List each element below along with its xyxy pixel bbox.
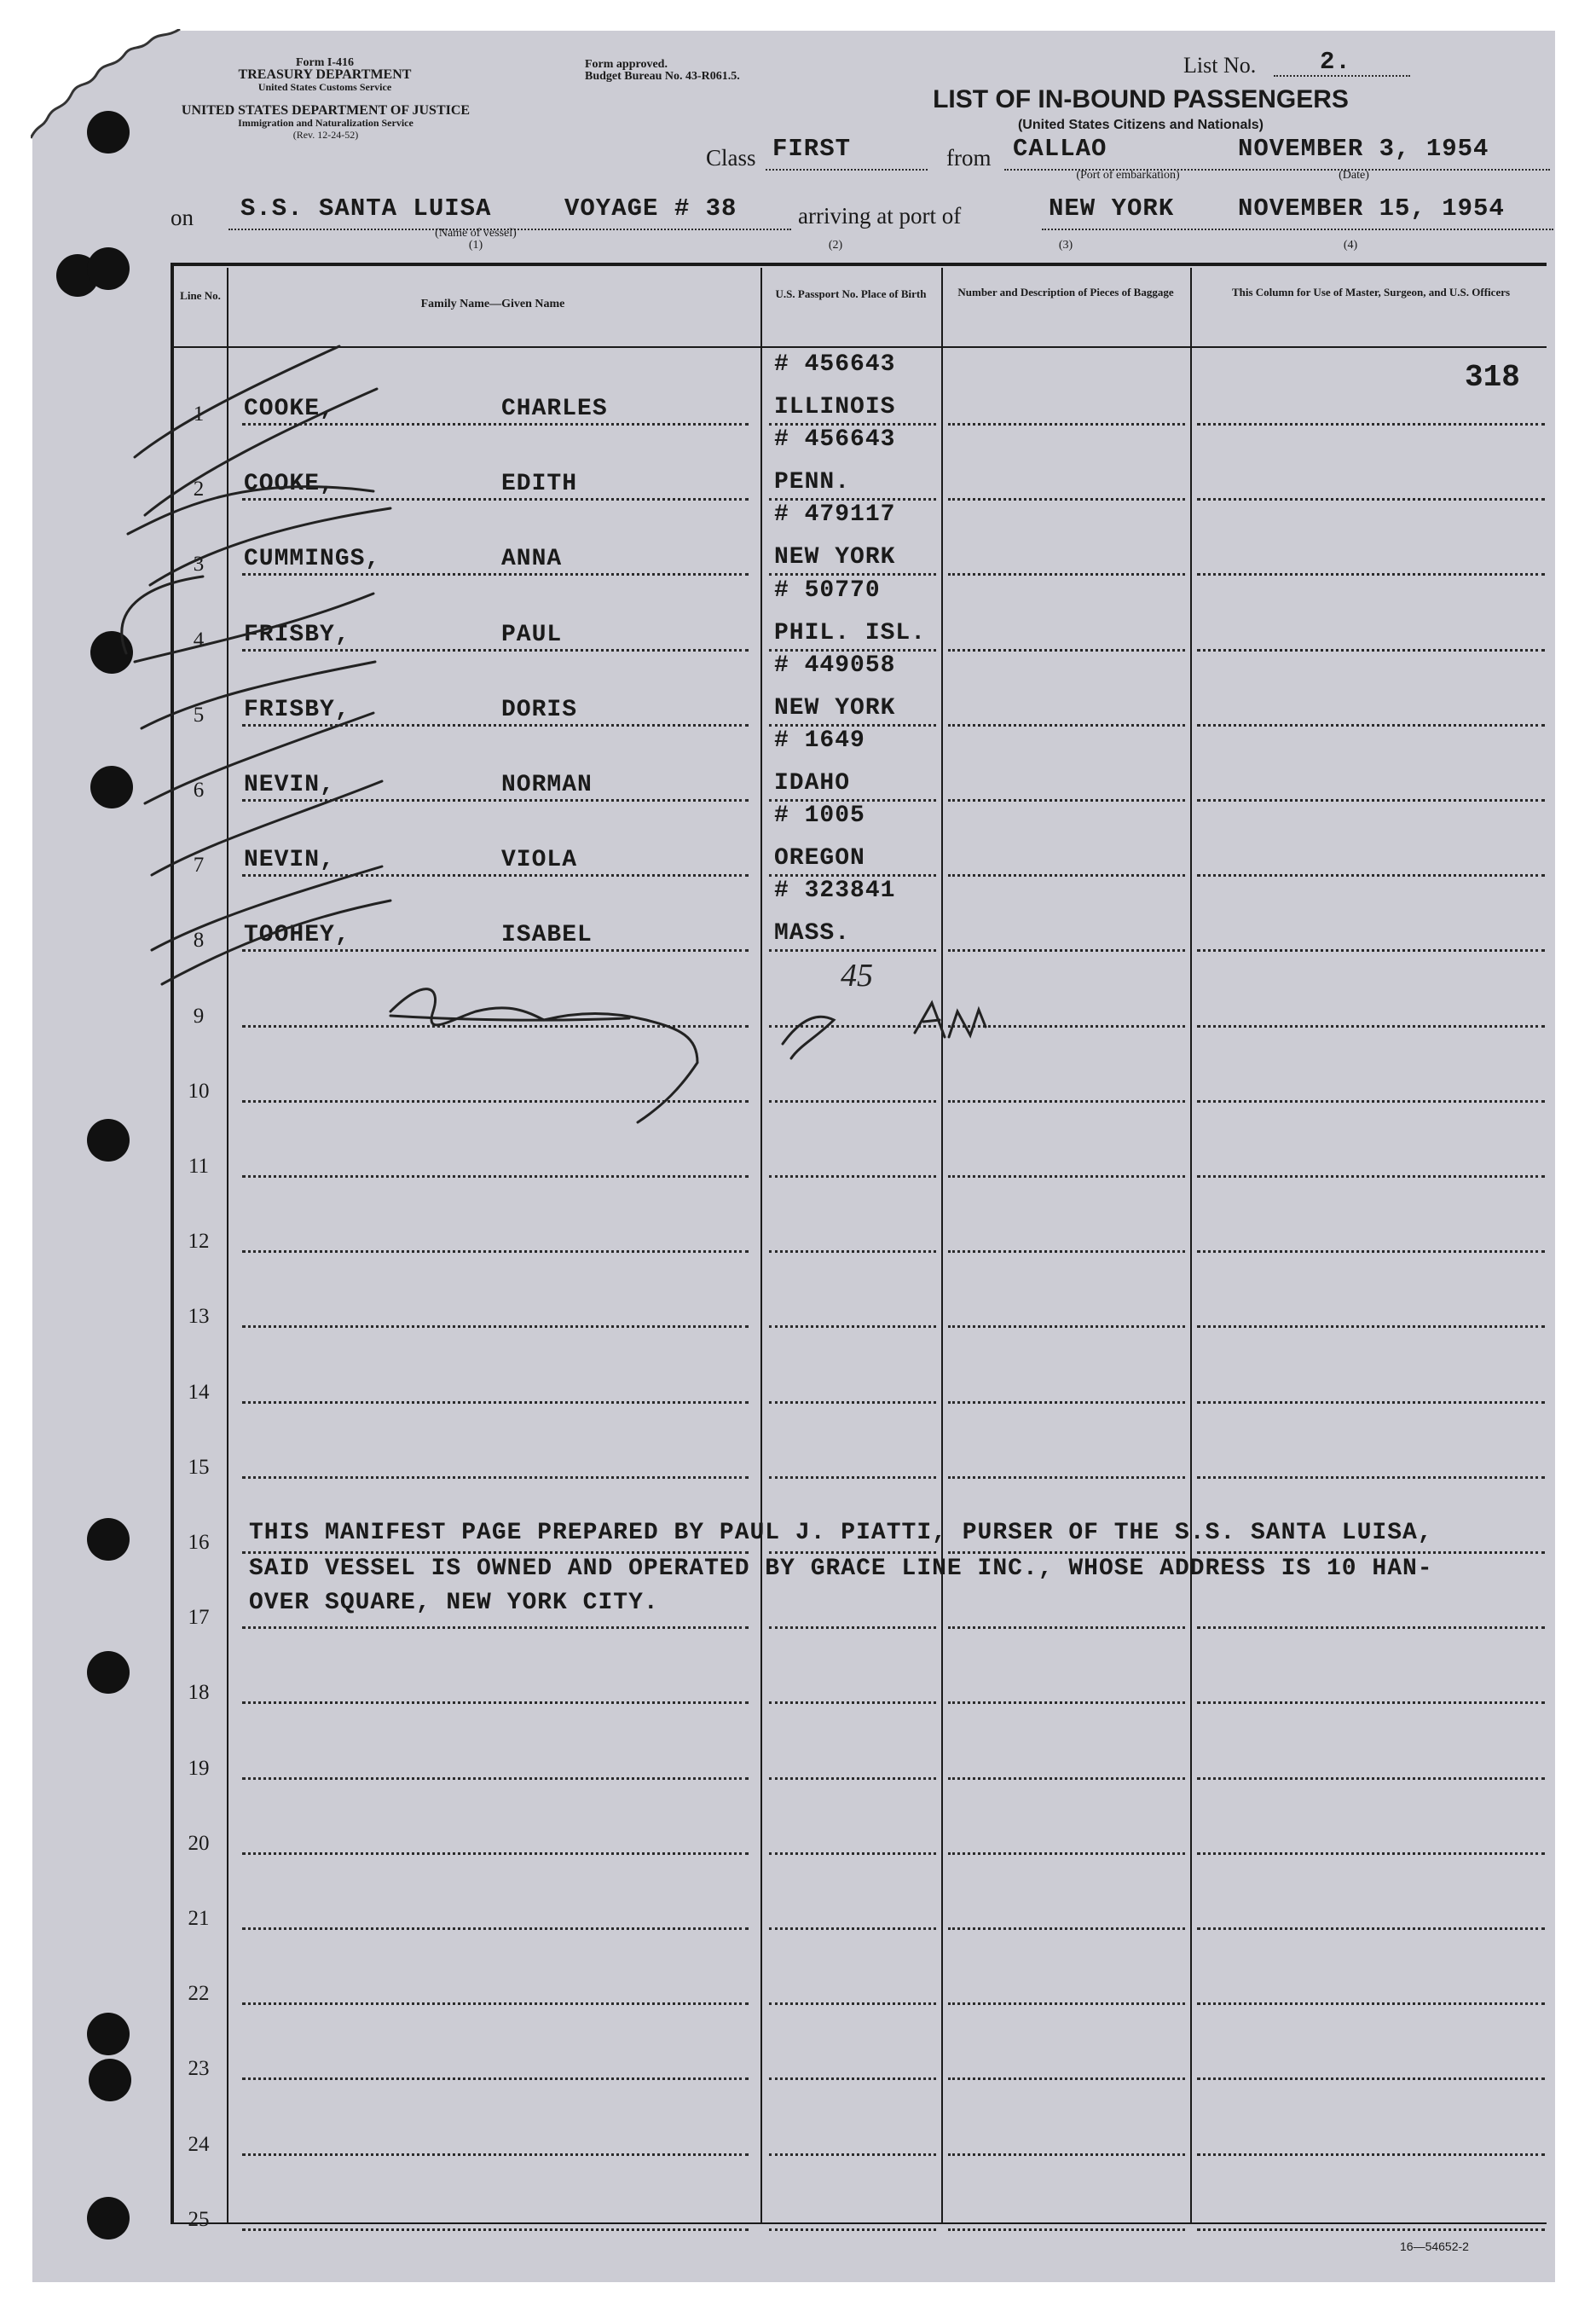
note-line: SAID VESSEL IS OWNED AND OPERATED BY GRACE LINE INC., WHOSE ADDRESS IS 10 HAN-: [249, 1556, 1433, 1582]
passenger-family-name: NEVIN,: [244, 772, 335, 798]
passport-number: # 456643: [774, 426, 896, 453]
passport-number: # 479117: [774, 501, 896, 528]
place-of-birth: IDAHO: [774, 770, 851, 797]
line-number: 7: [193, 854, 205, 877]
passenger-family-name: NEVIN,: [244, 847, 335, 873]
caption-4: (4): [1343, 239, 1358, 252]
passenger-family-name: FRISBY,: [244, 622, 350, 648]
passenger-given-name: DORIS: [501, 697, 578, 723]
line-number: 22: [188, 1982, 210, 2005]
port-of-embarkation: CALLAO: [1013, 135, 1107, 163]
line-number: 12: [188, 1230, 210, 1253]
place-of-birth: PENN.: [774, 469, 851, 495]
line-number: 21: [188, 1907, 210, 1930]
line-number: 18: [188, 1681, 210, 1704]
place-of-birth: NEW YORK: [774, 544, 896, 571]
passenger-family-name: FRISBY,: [244, 697, 350, 723]
passenger-family-name: CUMMINGS,: [244, 546, 381, 572]
line-number: 24: [188, 2133, 210, 2156]
line-number: 13: [188, 1305, 210, 1328]
line-number: 1: [193, 403, 205, 426]
from-label: from: [946, 145, 992, 171]
passenger-given-name: ANNA: [501, 546, 563, 572]
handwritten-marks: [32, 31, 1555, 2282]
list-number-label: List No.: [1183, 53, 1257, 78]
note-line: THIS MANIFEST PAGE PREPARED BY PAUL J. PIATTI, PURSER OF THE S.S. SANTA LUISA,: [249, 1520, 1433, 1546]
line-number: 8: [193, 929, 205, 952]
passenger-given-name: PAUL: [501, 622, 563, 648]
form-number: Form I-416: [295, 56, 355, 69]
column-header-passport: U.S. Passport No. Place of Birth: [775, 287, 927, 300]
place-of-birth: ILLINOIS: [774, 394, 896, 420]
passenger-given-name: VIOLA: [501, 847, 578, 873]
line-number: 11: [188, 1155, 210, 1178]
page-title: LIST OF IN-BOUND PASSENGERS: [933, 85, 1349, 113]
on-label: on: [171, 205, 194, 230]
embarkation-date: NOVEMBER 3, 1954: [1238, 135, 1489, 163]
class-label: Class: [706, 145, 756, 171]
passenger-family-name: COOKE,: [244, 471, 335, 497]
arrival-port: NEW YORK: [1049, 194, 1175, 223]
line-number: 3: [193, 553, 205, 576]
passport-number: # 456643: [774, 351, 896, 378]
place-of-birth: PHIL. ISL.: [774, 620, 927, 646]
caption-2: (2): [828, 239, 843, 252]
footer-code: 16—54652-2: [1400, 2240, 1469, 2253]
passenger-given-name: CHARLES: [501, 396, 608, 422]
line-number: 16: [188, 1531, 210, 1554]
passenger-family-name: COOKE,: [244, 396, 335, 422]
page-subtitle: (United States Citizens and Nationals): [1017, 118, 1264, 132]
passport-number: # 449058: [774, 652, 896, 679]
arriving-label: arriving at port of: [798, 203, 962, 229]
caption-3: (3): [1058, 239, 1073, 252]
caption-1: (1): [468, 239, 483, 252]
passenger-given-name: NORMAN: [501, 772, 593, 798]
line-number: 14: [188, 1381, 210, 1404]
stamp-number: 318: [1465, 360, 1520, 395]
list-number: 2.: [1320, 48, 1351, 76]
budget-bureau: Budget Bureau No. 43-R061.5.: [585, 70, 740, 83]
line-number: 2: [193, 478, 205, 501]
line-number: 25: [188, 2208, 210, 2231]
line-number: 20: [188, 1832, 210, 1855]
passport-number: # 50770: [774, 577, 881, 604]
port-caption: (Port of embarkation): [1076, 169, 1180, 182]
column-header-name: Family Name—Given Name: [420, 298, 565, 310]
place-of-birth: NEW YORK: [774, 695, 896, 721]
column-header-baggage: Number and Description of Pieces of Baggage: [957, 286, 1174, 298]
treasury-department: TREASURY DEPARTMENT: [238, 67, 412, 82]
form-approved: Form approved.: [585, 58, 668, 71]
voyage-number: VOYAGE # 38: [564, 194, 737, 223]
passenger-given-name: ISABEL: [501, 922, 593, 948]
line-number: 23: [188, 2057, 210, 2080]
line-number: 10: [188, 1080, 210, 1103]
place-of-birth: MASS.: [774, 920, 851, 947]
vessel-caption: (Name of vessel): [435, 227, 517, 240]
arrival-date: NOVEMBER 15, 1954: [1238, 194, 1505, 223]
column-header-line: Line No.: [180, 289, 221, 302]
line-number: 17: [188, 1606, 210, 1629]
justice-department: UNITED STATES DEPARTMENT OF JUSTICE: [181, 103, 471, 118]
passenger-given-name: EDITH: [501, 471, 578, 497]
passport-number: # 1005: [774, 803, 865, 829]
place-of-birth: OREGON: [774, 845, 865, 872]
line-number: 9: [193, 1005, 205, 1028]
line-number: 5: [193, 704, 205, 727]
svg-text:45: 45: [841, 958, 873, 994]
date-caption: (Date): [1339, 169, 1369, 182]
passport-number: # 1649: [774, 727, 865, 754]
line-number: 4: [193, 629, 205, 652]
passport-number: # 323841: [774, 878, 896, 904]
class-value: FIRST: [772, 135, 852, 163]
note-line: OVER SQUARE, NEW YORK CITY.: [249, 1590, 659, 1616]
vessel-name: S.S. SANTA LUISA: [240, 194, 492, 223]
line-number: 19: [188, 1757, 210, 1780]
line-number: 15: [188, 1456, 210, 1479]
immigration-service: Immigration and Naturalization Service: [238, 117, 413, 129]
customs-service: United States Customs Service: [257, 81, 392, 93]
line-number: 6: [193, 779, 205, 802]
manifest-page: [32, 31, 1555, 2282]
passenger-family-name: TOOHEY,: [244, 922, 350, 948]
column-header-officers: This Column for Use of Master, Surgeon, and U.S. Officers: [1231, 286, 1511, 298]
revision-date: (Rev. 12-24-52): [292, 129, 359, 141]
